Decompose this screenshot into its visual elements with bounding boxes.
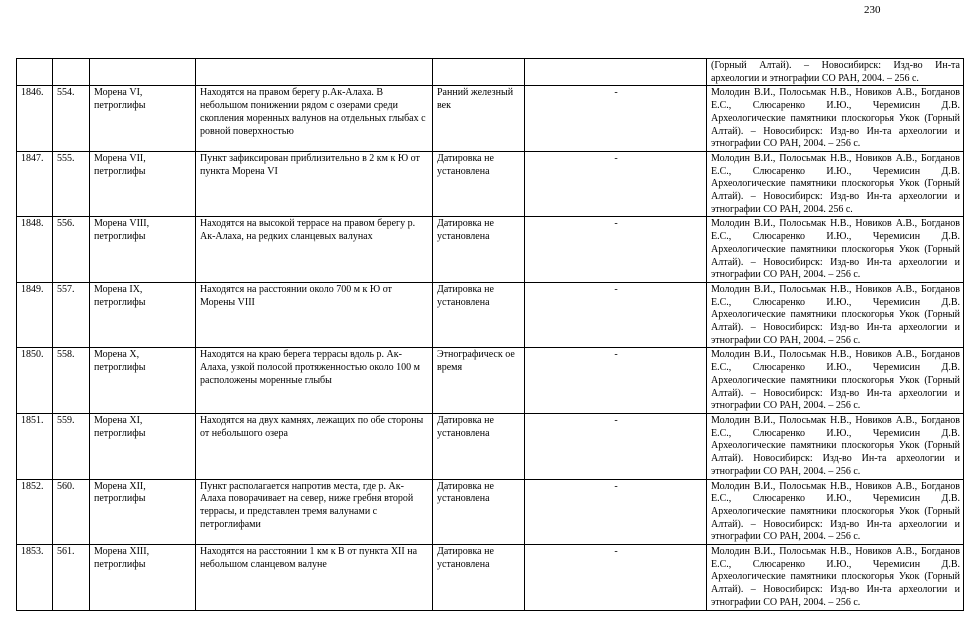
cell-entry-number: 561. — [53, 545, 90, 611]
cell-registry-number: 1849. — [17, 282, 53, 348]
cell-location: Находятся на двух камнях, лежащих по обе стороны от небольшого озера — [196, 413, 433, 479]
cell-document: - — [525, 282, 707, 348]
cell-source: Молодин В.И., Полосьмак Н.В., Новиков А.В., Богданов Е.С., Слюсаренко И.Ю., Черемисин Д.В. Археологические памятники плоскогорья Укок (Горный Алтай). Новосибирск: Изд-во Ин-та археологии и этнографии СО РАН, 2004. – 256 с. — [707, 413, 964, 479]
cell-source: (Горный Алтай). – Новосибирск: Изд-во Ин-та археологии и этнографии СО РАН, 2004. – 256 с. — [707, 59, 964, 86]
cell-source: Молодин В.И., Полосьмак Н.В., Новиков А.В., Богданов Е.С., Слюсаренко И.Ю., Черемисин Д.В. Археологические памятники плоскогорья Укок (Горный Алтай). – Новосибирск: Изд-во Ин-та археологии и этнографии СО РАН, 2004. 256 с. — [707, 151, 964, 217]
cell-location: Находятся на краю берега террасы вдоль р. Ак-Алаха, узкой полосой протяженностью около 100 м расположены моренные глыбы — [196, 348, 433, 414]
cell-source: Молодин В.И., Полосьмак Н.В., Новиков А.В., Богданов Е.С., Слюсаренко И.Ю., Черемисин Д.В. Археологические памятники плоскогорья Укок (Горный Алтай). – Новосибирск: Изд-во Ин-та археологии и этнографии СО РАН, 2004. – 256 с. — [707, 217, 964, 283]
cell-source: Молодин В.И., Полосьмак Н.В., Новиков А.В., Богданов Е.С., Слюсаренко И.Ю., Черемисин Д.В. Археологические памятники плоскогорья Укок (Горный Алтай). – Новосибирск: Изд-во Ин-та археологии и этнографии СО РАН, 2004. – 256 с. — [707, 479, 964, 545]
cell-document: - — [525, 217, 707, 283]
cell-source: Молодин В.И., Полосьмак Н.В., Новиков А.В., Богданов Е.С., Слюсаренко И.Ю., Черемисин Д.В. Археологические памятники плоскогорья Укок (Горный Алтай). – Новосибирск: Изд-во Ин-та археологии и этнографии СО РАН, 2004. – 256 с. — [707, 86, 964, 152]
cell-dating: Датировка не установлена — [433, 217, 525, 283]
cell-empty — [196, 59, 433, 86]
monuments-table — [16, 58, 964, 611]
cell-location: Пункт располагается напротив места, где р. Ак-Алаха поворачивает на север, ниже гребня второй террасы, и представлен тремя валунами с петроглифами — [196, 479, 433, 545]
cell-empty — [433, 59, 525, 86]
cell-empty — [90, 59, 196, 86]
cell-monument-name: Морена XIII, петроглифы — [90, 545, 196, 611]
page-number: 230 — [864, 4, 881, 16]
table-row — [17, 151, 964, 217]
cell-location: Находятся на расстоянии 1 км к В от пункта XII на небольшом сланцевом валуне — [196, 545, 433, 611]
table-row — [17, 217, 964, 283]
cell-registry-number: 1850. — [17, 348, 53, 414]
cell-entry-number: 557. — [53, 282, 90, 348]
table-row — [17, 282, 964, 348]
cell-dating: Датировка не установлена — [433, 151, 525, 217]
cell-location: Находятся на расстоянии около 700 м к Ю от Морены VIII — [196, 282, 433, 348]
cell-empty — [525, 59, 707, 86]
cell-document: - — [525, 348, 707, 414]
cell-monument-name: Морена VI, петроглифы — [90, 86, 196, 152]
cell-source: Молодин В.И., Полосьмак Н.В., Новиков А.В., Богданов Е.С., Слюсаренко И.Ю., Черемисин Д.В. Археологические памятники плоскогорья Укок (Горный Алтай). – Новосибирск: Изд-во Ин-та археологии и этнографии СО РАН, 2004. – 256 с. — [707, 348, 964, 414]
cell-document: - — [525, 545, 707, 611]
table-row — [17, 479, 964, 545]
table-row — [17, 86, 964, 152]
cell-document: - — [525, 151, 707, 217]
cell-empty — [17, 59, 53, 86]
cell-source: Молодин В.И., Полосьмак Н.В., Новиков А.В., Богданов Е.С., Слюсаренко И.Ю., Черемисин Д.В. Археологические памятники плоскогорья Укок (Горный Алтай). – Новосибирск: Изд-во Ин-та археологии и этнографии СО РАН, 2004. – 256 с. — [707, 282, 964, 348]
cell-dating: Датировка не установлена — [433, 545, 525, 611]
cell-dating: Датировка не установлена — [433, 282, 525, 348]
cell-entry-number: 555. — [53, 151, 90, 217]
cell-location: Находятся на высокой террасе на правом берегу р. Ак-Алаха, на редких сланцевых валунах — [196, 217, 433, 283]
cell-monument-name: Морена XI, петроглифы — [90, 413, 196, 479]
cell-dating: Ранний железный век — [433, 86, 525, 152]
table-row — [17, 413, 964, 479]
cell-location: Пункт зафиксирован приблизительно в 2 км к Ю от пункта Морена VI — [196, 151, 433, 217]
cell-dating: Этнографическ ое время — [433, 348, 525, 414]
cell-monument-name: Морена X, петроглифы — [90, 348, 196, 414]
table-row — [17, 545, 964, 611]
cell-registry-number: 1848. — [17, 217, 53, 283]
cell-entry-number: 559. — [53, 413, 90, 479]
cell-empty — [53, 59, 90, 86]
cell-location: Находятся на правом берегу р.Ак-Алаха. В небольшом понижении рядом с озерами среди скопления моренных валунов на отдельных глыбах с ровной поверхностью — [196, 86, 433, 152]
cell-document: - — [525, 413, 707, 479]
cell-monument-name: Морена VIII, петроглифы — [90, 217, 196, 283]
cell-registry-number: 1853. — [17, 545, 53, 611]
cell-document: - — [525, 86, 707, 152]
cell-registry-number: 1847. — [17, 151, 53, 217]
cell-document: - — [525, 479, 707, 545]
cell-entry-number: 554. — [53, 86, 90, 152]
cell-monument-name: Морена IX, петроглифы — [90, 282, 196, 348]
cell-source: Молодин В.И., Полосьмак Н.В., Новиков А.В., Богданов Е.С., Слюсаренко И.Ю., Черемисин Д.В. Археологические памятники плоскогорья Укок (Горный Алтай). – Новосибирск: Изд-во Ин-та археологии и этнографии СО РАН, 2004. – 256 с. — [707, 545, 964, 611]
table-row-continuation — [17, 59, 964, 86]
cell-entry-number: 556. — [53, 217, 90, 283]
cell-monument-name: Морена VII, петроглифы — [90, 151, 196, 217]
cell-registry-number: 1851. — [17, 413, 53, 479]
table-body — [17, 59, 964, 611]
cell-dating: Датировка не установлена — [433, 413, 525, 479]
table-row — [17, 348, 964, 414]
cell-registry-number: 1846. — [17, 86, 53, 152]
cell-entry-number: 560. — [53, 479, 90, 545]
cell-monument-name: Морена XII, петроглифы — [90, 479, 196, 545]
cell-entry-number: 558. — [53, 348, 90, 414]
cell-registry-number: 1852. — [17, 479, 53, 545]
cell-dating: Датировка не установлена — [433, 479, 525, 545]
